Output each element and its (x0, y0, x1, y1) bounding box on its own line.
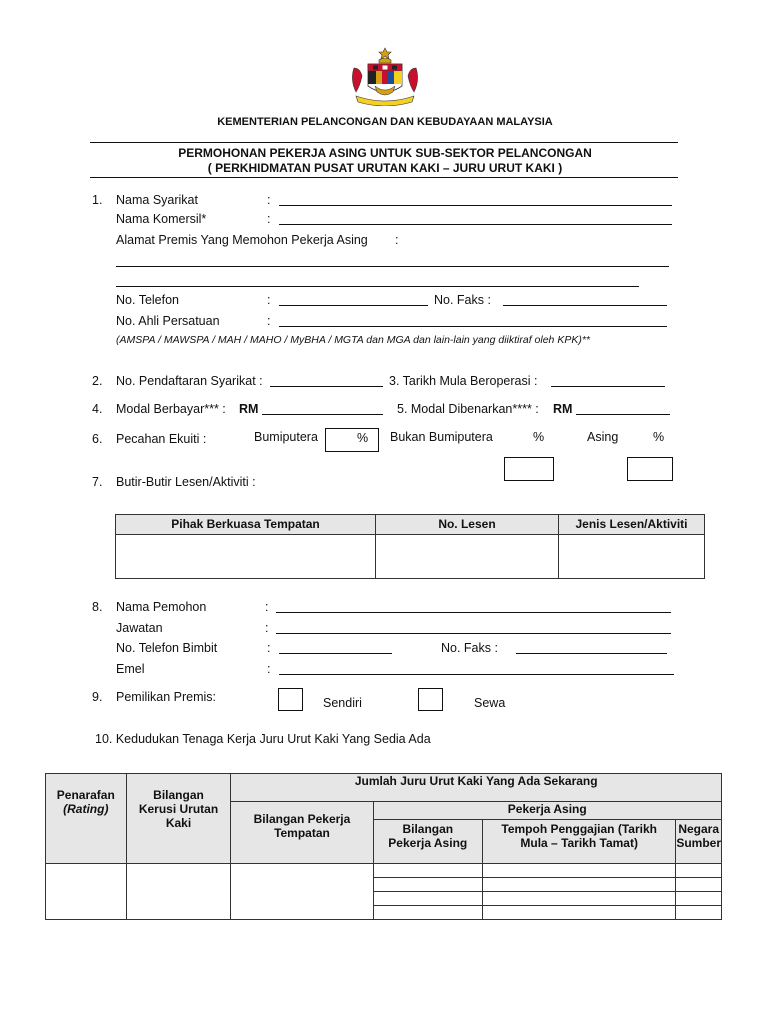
bukan-bumiputera-label: Bukan Bumiputera (390, 430, 493, 444)
nama-komersil-label: Nama Komersil* (116, 212, 207, 226)
header-rule-top (90, 142, 678, 143)
pekerja-asing-header: Pekerja Asing (373, 802, 722, 820)
no-ahli-field[interactable] (279, 326, 667, 327)
column-header: Jenis Lesen/Aktiviti (559, 515, 705, 535)
telefon-bimbit-label: No. Telefon Bimbit (116, 641, 218, 655)
tarikh-mula-label: 3. Tarikh Mula Beroperasi : (389, 374, 538, 388)
percent-sign: % (533, 430, 545, 444)
colon: : (267, 193, 271, 207)
no-faks-label: No. Faks : (434, 293, 491, 307)
penarafan-header (46, 774, 127, 864)
table-cell[interactable] (483, 906, 676, 920)
bumiputera-label: Bumiputera (254, 430, 318, 444)
alamat-field-line-2[interactable] (116, 286, 639, 287)
table-cell[interactable] (373, 906, 483, 920)
table-cell[interactable] (483, 892, 676, 906)
bilangan-kerusi-header: Bilangan Kerusi Urutan Kaki (126, 774, 231, 864)
colon: : (267, 212, 271, 226)
modal-berbayar-field[interactable] (262, 414, 383, 415)
percent-sign: % (653, 430, 665, 444)
no-lesen-cell[interactable] (376, 535, 559, 579)
table-cell[interactable] (373, 864, 483, 878)
alamat-field-line-1[interactable] (116, 266, 669, 267)
nama-pemohon-field[interactable] (276, 612, 671, 613)
no-faks-label: No. Faks : (441, 641, 498, 655)
colon: : (267, 314, 271, 328)
modal-berbayar-label: Modal Berbayar*** : (116, 402, 226, 416)
tenaga-kerja-table (45, 773, 722, 920)
jawatan-label: Jawatan (116, 621, 163, 635)
nama-syarikat-label: Nama Syarikat (116, 193, 198, 207)
modal-dibenarkan-label: 5. Modal Dibenarkan**** : (397, 402, 539, 416)
sewa-checkbox[interactable] (418, 688, 443, 711)
column-header: Pihak Berkuasa Tempatan (116, 515, 376, 535)
form-subtitle: ( PERKHIDMATAN PUSAT URUTAN KAKI – JURU URUT KAKI ) (207, 161, 563, 175)
percent-sign: % (357, 431, 369, 445)
no-faks-field[interactable] (516, 653, 667, 654)
penarafan-cell[interactable] (46, 864, 127, 920)
table-cell[interactable] (676, 892, 722, 906)
colon: : (265, 621, 269, 635)
section-4-number: 4. (92, 402, 103, 416)
lesen-table (115, 514, 705, 579)
section-8-number: 8. (92, 600, 103, 614)
colon: : (267, 641, 271, 655)
pecahan-ekuiti-label: Pecahan Ekuiti : (116, 432, 207, 446)
section-1-number: 1. (92, 193, 103, 207)
bukan-bumiputera-percent-input[interactable] (504, 457, 554, 481)
colon: : (267, 293, 271, 307)
bilangan-kerusi-cell[interactable] (126, 864, 231, 920)
colon: : (395, 233, 399, 247)
telefon-bimbit-field[interactable] (279, 653, 392, 654)
colon: : (267, 662, 271, 676)
jenis-lesen-cell[interactable] (559, 535, 705, 579)
no-faks-field[interactable] (503, 305, 667, 306)
no-pendaftaran-label: No. Pendaftaran Syarikat : (116, 374, 263, 388)
sendiri-label: Sendiri (323, 696, 362, 710)
no-ahli-label: No. Ahli Persatuan (116, 314, 220, 328)
section-9-number: 9. (92, 690, 103, 704)
nama-pemohon-label: Nama Pemohon (116, 600, 207, 614)
sewa-label: Sewa (474, 696, 506, 710)
pihak-berkuasa-cell[interactable] (116, 535, 376, 579)
penarafan-label: Penarafan (56, 788, 115, 802)
no-telefon-field[interactable] (279, 305, 428, 306)
pemilikan-premis-label: Pemilikan Premis: (116, 690, 217, 704)
table-cell[interactable] (373, 878, 483, 892)
negara-header: Negara Sumber (676, 820, 722, 864)
table-cell[interactable] (483, 878, 676, 892)
table-cell[interactable] (373, 892, 483, 906)
nama-syarikat-field[interactable] (279, 205, 672, 206)
tempoh-header: Tempoh Penggajian (Tarikh Mula – Tarikh Tamat) (483, 820, 676, 864)
alamat-label: Alamat Premis Yang Memohon Pekerja Asing (116, 233, 368, 247)
emel-label: Emel (116, 662, 145, 676)
form-title: PERMOHONAN PEKERJA ASING UNTUK SUB-SEKTOR PELANCONGAN (178, 146, 592, 160)
bilangan-tempatan-cell[interactable] (231, 864, 373, 920)
bilangan-tempatan-header: Bilangan Pekerja Tempatan (231, 802, 373, 864)
no-pendaftaran-field[interactable] (270, 386, 383, 387)
table-cell[interactable] (676, 864, 722, 878)
colon: : (265, 600, 269, 614)
asing-label: Asing (587, 430, 619, 444)
butir-lesen-label: Butir-Butir Lesen/Aktiviti : (116, 475, 256, 489)
section-6-number: 6. (92, 432, 103, 446)
column-header: No. Lesen (376, 515, 559, 535)
rm-label: RM (239, 402, 259, 416)
jumlah-header: Jumlah Juru Urut Kaki Yang Ada Sekarang (231, 774, 722, 802)
bumiputera-percent-input[interactable] (325, 428, 379, 452)
section-7-number: 7. (92, 475, 103, 489)
asing-percent-input[interactable] (627, 457, 673, 481)
no-telefon-label: No. Telefon (116, 293, 180, 307)
emel-field[interactable] (279, 674, 674, 675)
table-cell[interactable] (483, 864, 676, 878)
bilangan-asing-header: Bilangan Pekerja Asing (373, 820, 483, 864)
table-cell[interactable] (676, 878, 722, 892)
rating-label: (Rating) (63, 802, 109, 816)
section-2-number: 2. (92, 374, 103, 388)
table-cell[interactable] (676, 906, 722, 920)
tarikh-mula-field[interactable] (551, 386, 665, 387)
jawatan-field[interactable] (276, 633, 671, 634)
persatuan-note: (AMSPA / MAWSPA / MAH / MAHO / MyBHA / MGTA dan MGA dan lain-lain yang diiktiraf oleh KPK)** (116, 334, 590, 346)
nama-komersil-field[interactable] (279, 224, 672, 225)
section-10-label: 10. Kedudukan Tenaga Kerja Juru Urut Kaki Yang Sedia Ada (95, 732, 431, 746)
coat-of-arms-logo (346, 46, 424, 106)
modal-dibenarkan-field[interactable] (576, 414, 670, 415)
header-rule-bottom (90, 177, 678, 178)
ministry-name: KEMENTERIAN PELANCONGAN DAN KEBUDAYAAN MALAYSIA (217, 116, 553, 128)
rm-label: RM (553, 402, 573, 416)
sendiri-checkbox[interactable] (278, 688, 303, 711)
